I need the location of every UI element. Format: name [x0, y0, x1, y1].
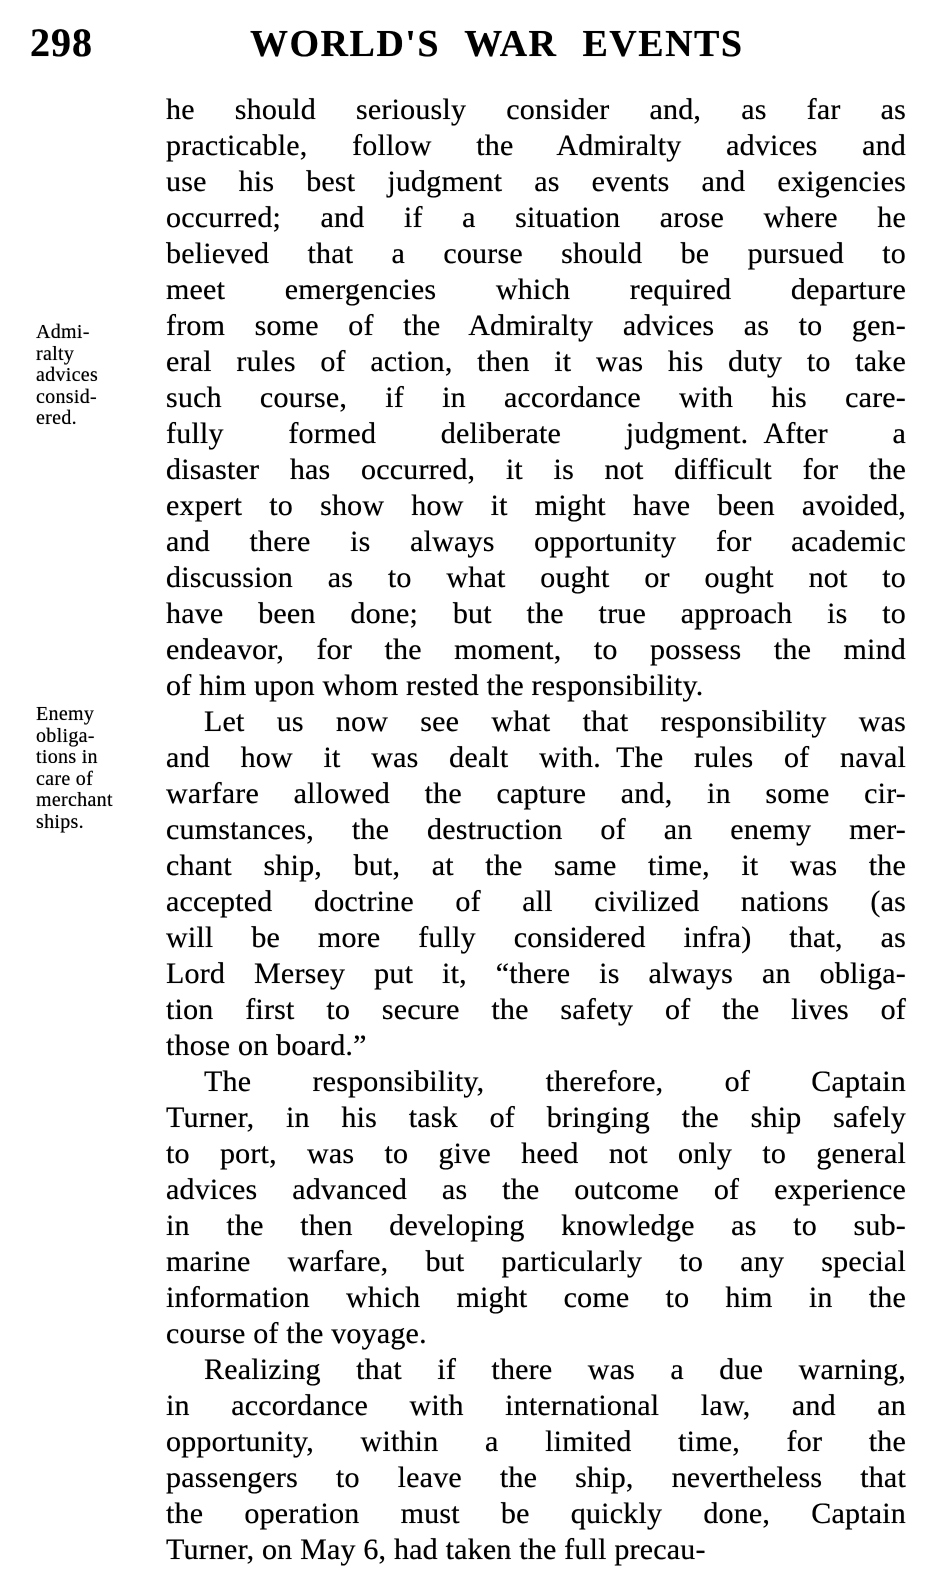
paragraph	[166, 1352, 906, 1568]
text-line: endeavor, for the moment, to possess the mind	[166, 633, 906, 666]
text-line: he should seriously consider and, as far as	[166, 93, 906, 126]
text-line: believed that a course should be pursued to	[166, 237, 906, 270]
paragraph	[166, 704, 906, 1064]
text-line: in accordance with international law, and an	[166, 1389, 906, 1422]
margin-note	[36, 704, 160, 833]
text-line: in the then developing knowledge as to sub-	[166, 1209, 906, 1242]
margin-note-line: tions in	[36, 746, 98, 768]
margin-note-line: consid-	[36, 385, 97, 408]
text-line: chant ship, but, at the same time, it was the	[166, 849, 906, 882]
text-line: and there is always opportunity for academic	[166, 525, 906, 558]
text-line: fully formed deliberate judgment. After a	[166, 417, 906, 450]
text-line: opportunity, within a limited time, for the	[166, 1425, 906, 1458]
text-line: those on board.”	[166, 1029, 367, 1062]
text-line: disaster has occurred, it is not difficult for the	[166, 453, 906, 486]
running-title: WORLD'S WAR EVENTS	[250, 23, 744, 65]
text-line: Turner, in his task of bringing the ship safely	[166, 1101, 906, 1134]
body-text	[166, 92, 906, 1568]
text-line: eral rules of action, then it was his duty to take	[166, 345, 906, 378]
page-number: 298	[30, 20, 93, 65]
text-line: advices advanced as the outcome of experience	[166, 1173, 906, 1206]
text-line: discussion as to what ought or ought not to	[166, 561, 906, 594]
margin-note	[36, 322, 160, 430]
text-line: from some of the Admiralty advices as to gen-	[166, 309, 906, 342]
margin-note-line: obliga-	[36, 724, 95, 747]
margin-note-line: ralty	[36, 342, 75, 365]
text-line: to port, was to give heed not only to general	[166, 1137, 906, 1170]
text-line: Let us now see what that responsibility was	[204, 705, 906, 738]
paragraph	[166, 92, 906, 704]
margin-note-line: merchant	[36, 789, 113, 811]
text-line: course of the voyage.	[166, 1317, 427, 1350]
text-line: the operation must be quickly done, Captain	[166, 1497, 906, 1530]
margin-note-line: ships.	[36, 810, 84, 833]
margin-note-line: Enemy	[36, 703, 95, 725]
paragraph	[166, 1064, 906, 1352]
text-line: Realizing that if there was a due warning,	[204, 1353, 906, 1386]
text-line: marine warfare, but particularly to any special	[166, 1245, 906, 1278]
text-line: Lord Mersey put it, “there is always an obliga-	[166, 957, 906, 990]
text-line: use his best judgment as events and exigencies	[166, 165, 906, 198]
text-line: occurred; and if a situation arose where he	[166, 201, 906, 234]
text-line: warfare allowed the capture and, in some cir-	[166, 777, 906, 810]
text-line: have been done; but the true approach is to	[166, 597, 906, 630]
margin-note-line: ered.	[36, 407, 77, 429]
margin-notes	[0, 0, 160, 1592]
text-line: cumstances, the destruction of an enemy mer-	[166, 813, 906, 846]
text-line: tion first to secure the safety of the lives of	[166, 993, 906, 1026]
margin-note-line: advices	[36, 364, 99, 386]
text-line: and how it was dealt with. The rules of naval	[166, 741, 906, 774]
text-line: Turner, on May 6, had taken the full precau-	[166, 1533, 706, 1566]
margin-note-line: care of	[36, 767, 94, 790]
text-line: practicable, follow the Admiralty advices and	[166, 129, 906, 162]
text-line: will be more fully considered infra) that, as	[166, 921, 906, 954]
text-line: accepted doctrine of all civilized nations (as	[166, 885, 906, 918]
text-line: passengers to leave the ship, nevertheless that	[166, 1461, 906, 1494]
text-line: such course, if in accordance with his care-	[166, 381, 906, 414]
text-line: information which might come to him in the	[166, 1281, 906, 1314]
text-line: The responsibility, therefore, of Captain	[204, 1065, 906, 1098]
text-line: meet emergencies which required departure	[166, 273, 906, 306]
text-line: of him upon whom rested the responsibility.	[166, 669, 704, 702]
margin-note-line: Admi-	[36, 321, 90, 343]
text-line: expert to show how it might have been avoided,	[166, 489, 906, 522]
